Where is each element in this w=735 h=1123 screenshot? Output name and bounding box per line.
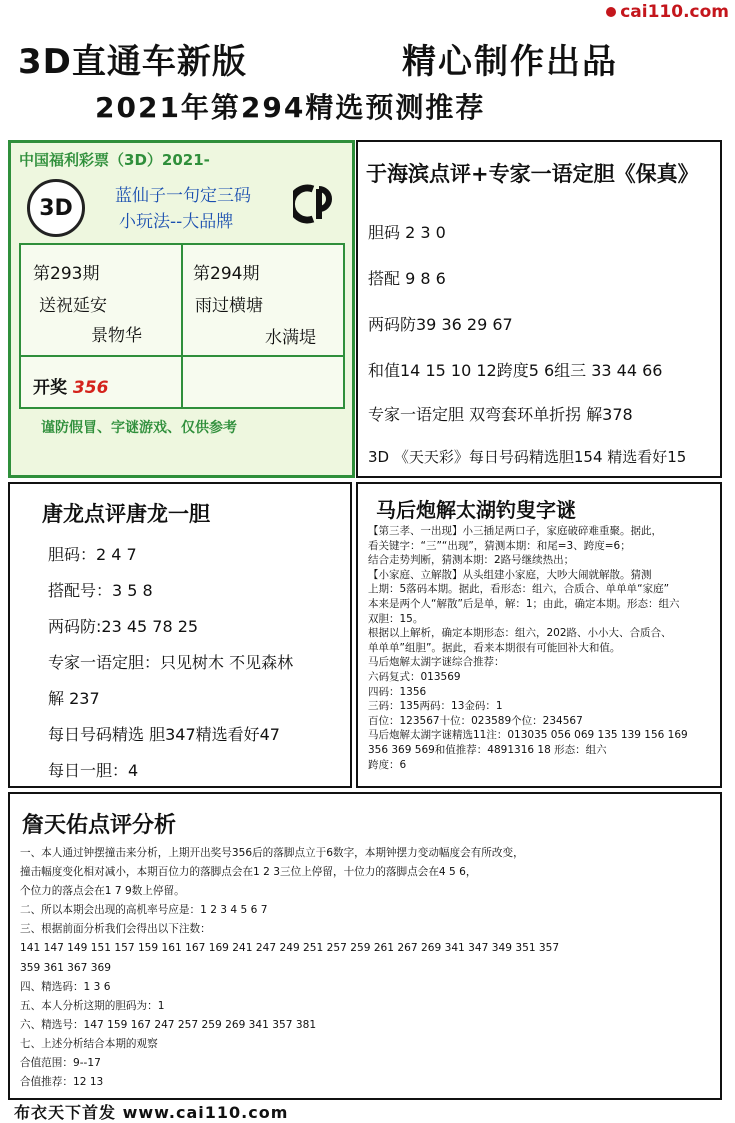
box-line: 搭配 9 8 6 xyxy=(368,269,446,288)
box-line: 专家一语定胆 双弯套环单折拐 解378 xyxy=(368,405,633,424)
para-line: 跨度：6 xyxy=(368,758,407,771)
para-line: 四、精选码：1 3 6 xyxy=(20,980,111,993)
expert-box-zhantianyou xyxy=(8,792,722,1100)
para-line: 结合走势判断，猜测本期：2路号继续热出； xyxy=(368,554,575,567)
para-line: 359 361 367 369 xyxy=(20,961,111,974)
welfare-lottery-logo-icon xyxy=(293,183,339,225)
box-line: 两码防:23 45 78 25 xyxy=(48,617,199,636)
box-line: 每日号码精选 胆347精选看好47 xyxy=(48,725,280,744)
ticket-head: 中国福利彩票（3D）2021- xyxy=(19,151,210,169)
site-name: cai110.com xyxy=(620,2,729,22)
header-title-left: 3D直通车新版 xyxy=(18,42,247,82)
ticket-grid xyxy=(19,243,345,409)
para-line: 六码复式：013569 xyxy=(368,670,461,683)
para-line: 三、根据前面分析我们会得出以下注数： xyxy=(20,923,211,936)
cell1-line1: 送祝延安 xyxy=(39,296,107,316)
expert-box-tanglong xyxy=(8,482,352,788)
para-line: 合值推荐：12 13 xyxy=(20,1076,104,1089)
box-line: 每日一胆：4 xyxy=(48,761,139,780)
para-line: 单单单”组胆”。据此，看来本期很有可能回补大和值。 xyxy=(368,641,621,654)
header-title-right: 精心制作出品 xyxy=(402,42,618,82)
para-line: 五、本人分析这期的胆码为：1 xyxy=(20,999,165,1012)
box-line: 专家一语定胆：只见树木 不见森林 xyxy=(48,653,294,672)
para-line: 四码：1356 xyxy=(368,685,427,698)
para-line: 马后炮解太湖字谜精选11注：013035 056 069 135 139 156 169 xyxy=(368,729,688,742)
box-paragraph xyxy=(20,844,720,1092)
para-line: 【小家庭、立解散】从头组建小家庭，大吵大闹就解散。猜测 xyxy=(368,568,652,581)
para-line: 上期：5落码本期。据此，看形态：组六，合质合、单单单“家庭” xyxy=(368,583,670,596)
footer-site[interactable]: 布衣天下首发 www.cai110.com xyxy=(14,1103,289,1122)
expert-box-mahoupao xyxy=(356,482,722,788)
para-line: 六、精选号：147 159 167 247 257 259 269 341 357 381 xyxy=(20,1018,317,1031)
para-line: 看关键字：“三”“出现”，猜测本期：和尾=3、跨度=6； xyxy=(368,539,631,552)
para-line: 根据以上解析，确定本期形态：组六，202路、小小大、合质合、 xyxy=(368,627,672,640)
header-subtitle: 2021年第294精选预测推荐 xyxy=(95,91,486,124)
cell2-line2: 水满堤 xyxy=(265,328,316,348)
cell1-issue: 第293期 xyxy=(33,264,100,284)
para-line: 七、上述分析结合本期的观察 xyxy=(20,1037,158,1050)
para-line: 【第三孝、一出现】小三插足两口子，家庭破碎难重聚。据此， xyxy=(368,525,662,537)
para-line: 马后炮解太湖字谜综合推荐： xyxy=(368,656,505,669)
box-title: 马后炮解太湖钓叟字谜 xyxy=(376,498,576,522)
ticket-slogan-2: 小玩法--大品牌 xyxy=(119,212,234,232)
box-title: 唐龙点评唐龙一胆 xyxy=(42,502,210,526)
para-line: 356 369 569和值推荐：4891316 18 形态：组六 xyxy=(368,743,607,756)
grid-divider xyxy=(21,355,343,357)
box-line: 胆码：2 4 7 xyxy=(48,545,137,564)
box-line: 解 237 xyxy=(48,689,100,708)
open-number: 356 xyxy=(72,378,109,398)
cell2-line1: 雨过横塘 xyxy=(195,296,263,316)
box-line: 胆码 2 3 0 xyxy=(368,223,446,242)
grid-divider xyxy=(181,245,183,407)
para-line: 双胆：15。 xyxy=(368,612,424,625)
box-title: 詹天佑点评分析 xyxy=(22,813,177,838)
ticket-footer: 谨防假冒、字谜游戏、仅供参考 xyxy=(41,420,237,436)
para-line: 三码：135两码：13金码：1 xyxy=(368,700,503,713)
box-line: 3D 《天天彩》每日号码精选胆154 精选看好15 xyxy=(368,448,687,466)
para-line: 百位：123567十位：023589个位：234567 xyxy=(368,714,583,727)
expert-box-yuhaibin xyxy=(356,140,722,478)
box-paragraph xyxy=(368,524,718,772)
site-logo-top xyxy=(606,2,729,22)
open-label: 开奖 xyxy=(33,378,67,398)
lottery-ticket xyxy=(8,140,355,478)
logo-3d-text: 3D xyxy=(39,195,73,221)
box-line: 和值14 15 10 12跨度5 6组三 33 44 66 xyxy=(368,361,663,380)
cell2-issue: 第294期 xyxy=(193,264,260,284)
box-line: 两码防39 36 29 67 xyxy=(368,315,513,334)
para-line: 一、本人通过钟摆撞击来分析，上期开出奖号356后的落脚点立于6数字，本期钟摆力变动幅度会有所改变， xyxy=(20,847,524,859)
box-line: 搭配号：3 5 8 xyxy=(48,581,153,600)
para-line: 合值范围：9--17 xyxy=(20,1057,101,1070)
box-title: 于海滨点评+专家一语定胆《保真》 xyxy=(366,162,699,186)
para-line: 撞击幅度变化相对减小，本期百位力的落脚点会在1 2 3三位上停留，十位力的落脚点会在4 5 6， xyxy=(20,866,477,879)
para-line: 二、所以本期会出现的高机率号应是：1 2 3 4 5 6 7 xyxy=(20,904,268,917)
para-line: 个位力的落点会在1 7 9数上停留。 xyxy=(20,885,185,898)
site-dot-icon xyxy=(606,7,616,17)
para-line: 141 147 149 151 157 159 161 167 169 241 247 249 251 257 259 261 267 269 341 347 349 351 357 xyxy=(20,942,560,955)
para-line: 本来是两个人“解散”后是单，解：1；由此，确定本期。形态：组六 xyxy=(368,597,680,610)
cell1-line2: 景物华 xyxy=(91,326,142,346)
ticket-slogan-1: 蓝仙子一句定三码 xyxy=(115,186,251,206)
open-row xyxy=(33,373,108,398)
lottery-3d-logo-icon xyxy=(27,179,85,237)
